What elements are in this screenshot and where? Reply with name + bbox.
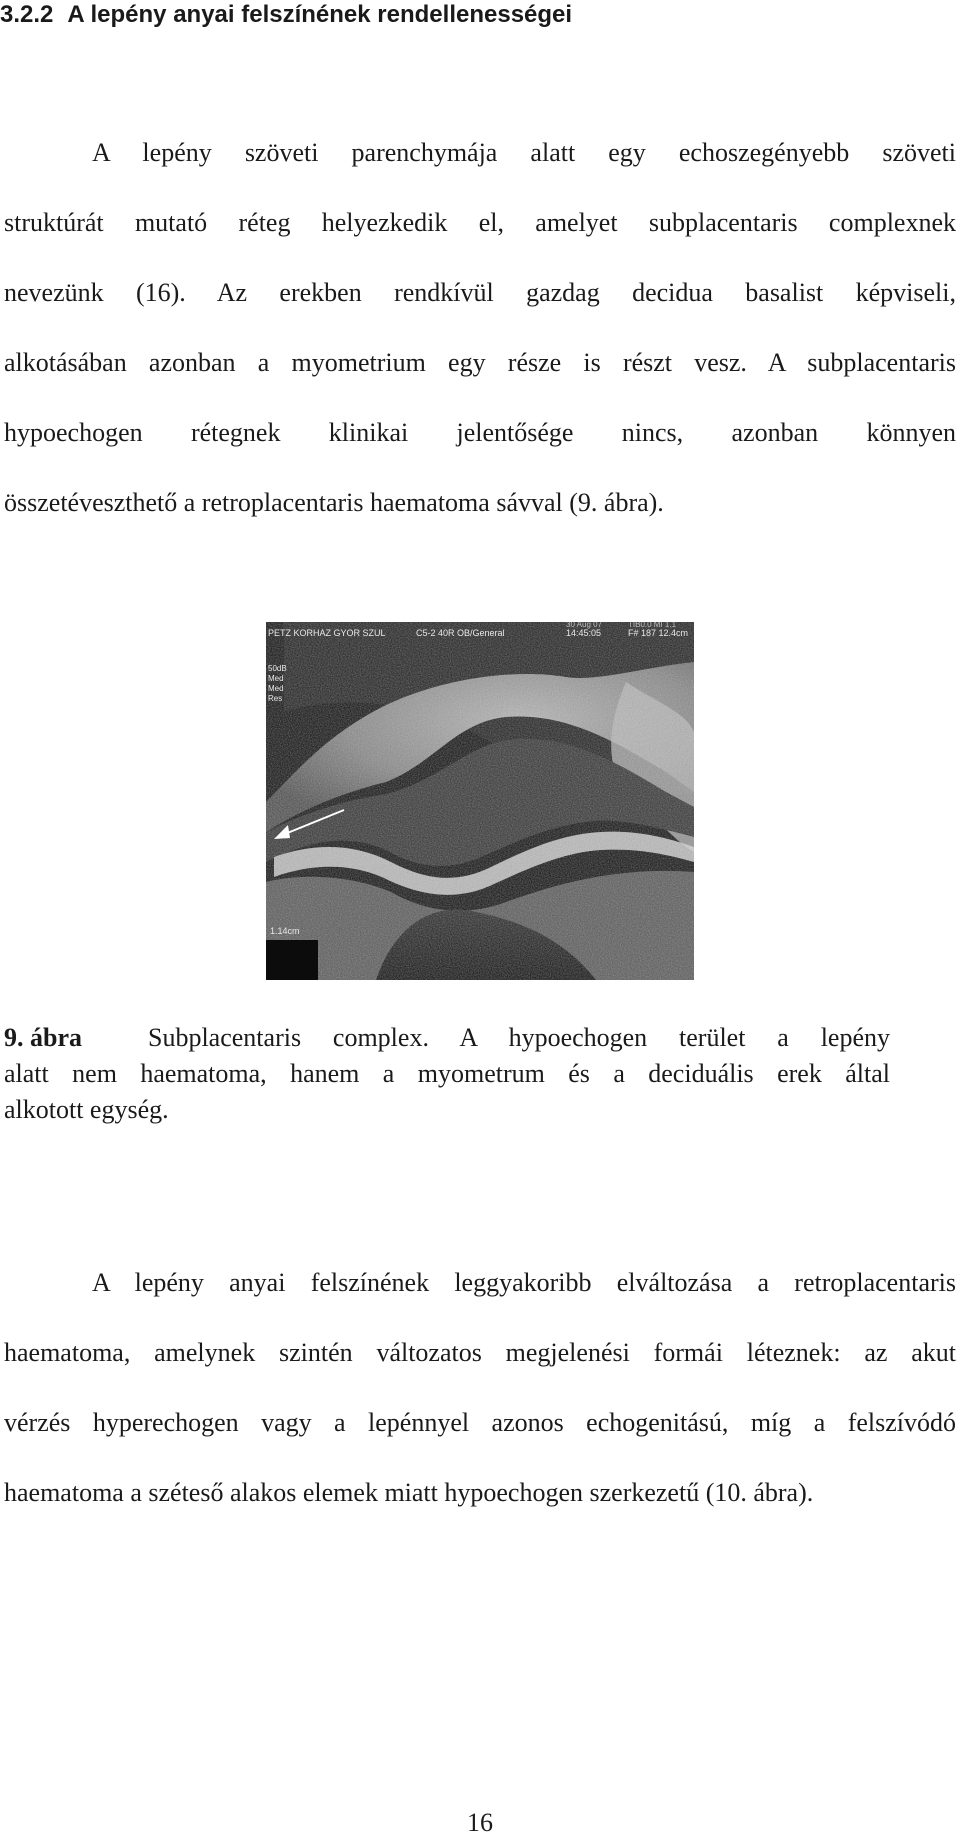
figure-caption (4, 1020, 890, 1128)
side-label: Med (268, 684, 284, 693)
paragraph-line: nevezünk (16). Az erekben rendkívül gazdag decidua basalist képviseli, (4, 278, 956, 307)
paragraph-line: hypoechogen rétegnek klinikai jelentősége nincs, azonban könnyen (4, 418, 956, 447)
section-number: 3.2.2 (0, 1, 54, 28)
page-number: 16 (467, 1808, 493, 1837)
caption-figure-number: 9. ábra (4, 1023, 82, 1052)
caption-line (4, 1020, 890, 1056)
side-label: 50dB (268, 664, 287, 673)
ultrasound-header-right-1: TIB0.0 MI 1.1 (628, 622, 677, 629)
ultrasound-side-labels (268, 664, 287, 704)
paragraph-line: haematoma a széteső alakos elemek miatt hypoechogen szerkezetű (10. ábra). (4, 1478, 814, 1507)
paragraph-2 (4, 1248, 956, 1528)
paragraph-1 (4, 118, 956, 538)
paragraph-line: vérzés hyperechogen vagy a lepénnyel azonos echogenitású, míg a felszívódó (4, 1408, 956, 1437)
ultrasound-measure-label: 1.14cm (270, 926, 300, 936)
paragraph-line: A lepény anyai felszínének leggyakoribb elváltozása a retroplacentaris (92, 1268, 956, 1297)
ultrasound-header-date: 30 Aug 07 (566, 622, 603, 629)
ultrasound-image (266, 622, 694, 980)
paragraph-line: struktúrát mutató réteg helyezkedik el, amelyet subplacentaris complexnek (4, 208, 956, 237)
side-label: Res (268, 694, 283, 703)
paragraph-line: A lepény szöveti parenchymája alatt egy echoszegényebb szöveti (92, 138, 956, 167)
ultrasound-header-left: PETZ KORHAZ GYOR SZUL (268, 628, 386, 638)
caption-line-1-text: Subplacentaris complex. A hypoechogen terület a lepény (148, 1023, 890, 1052)
caption-line: alatt nem haematoma, hanem a myometrum és a deciduális erek által (4, 1059, 890, 1088)
ultrasound-svg (266, 622, 694, 980)
caption-line: alkotott egység. (4, 1095, 169, 1124)
section-heading (0, 0, 572, 30)
ultrasound-header-right-2: F# 187 12.4cm (628, 628, 689, 638)
paragraph-line: összetéveszthető a retroplacentaris haematoma sávval (9. ábra). (4, 488, 664, 517)
side-label: Med (268, 674, 284, 683)
ultrasound-header-time: 14:45:05 (566, 628, 602, 638)
paragraph-line: haematoma, amelynek szintén változatos megjelenési formái léteznek: az akut (4, 1338, 956, 1367)
paragraph-line: alkotásában azonban a myometrium egy része is részt vesz. A subplacentaris (4, 348, 956, 377)
section-title: A lepény anyai felszínének rendellenességei (67, 1, 573, 28)
ultrasound-header-mid: C5-2 40R OB/General (416, 628, 505, 638)
